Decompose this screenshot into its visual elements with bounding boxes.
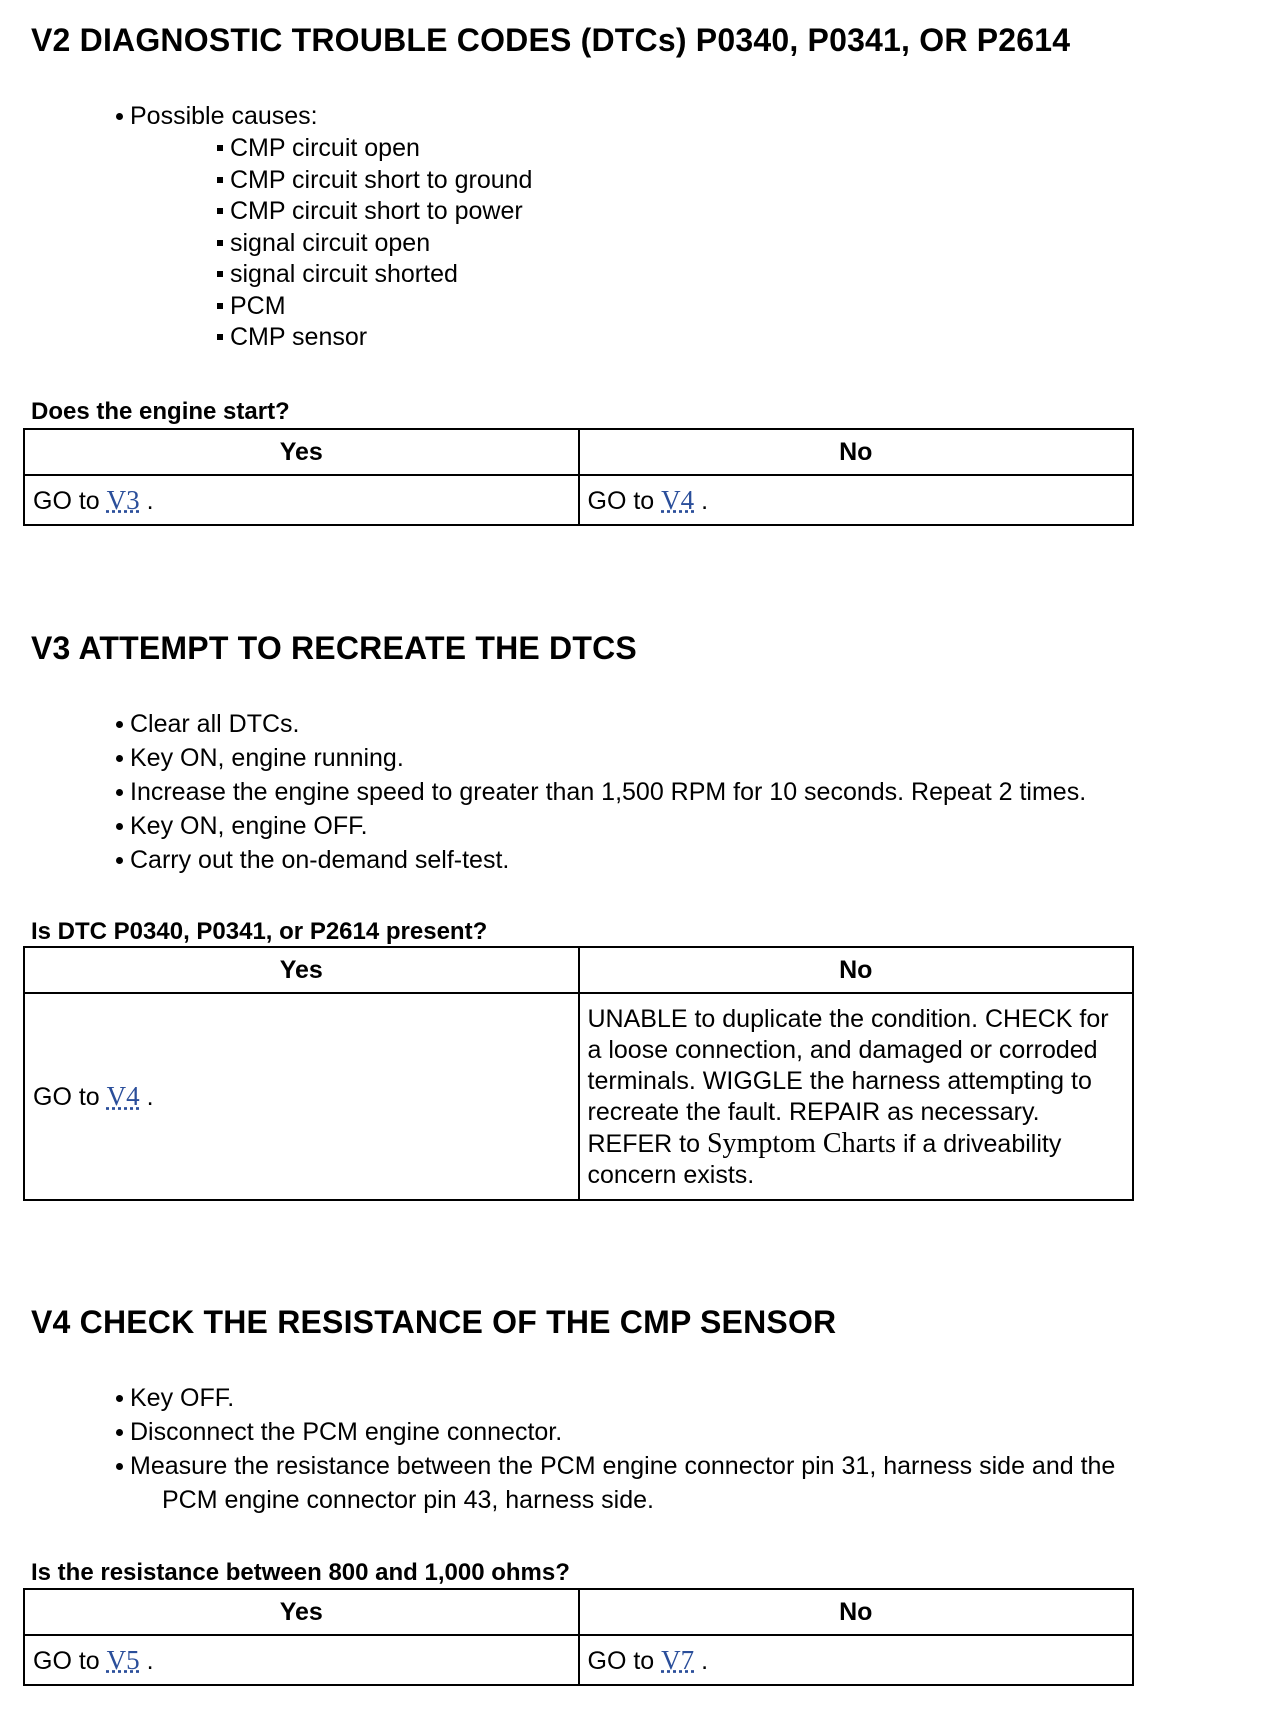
v4-no-cell xyxy=(579,1635,1134,1685)
step-item: Key ON, engine running. xyxy=(130,741,1086,775)
v4-section xyxy=(31,1302,1231,1342)
v3-steps xyxy=(130,707,1086,877)
no-header: No xyxy=(579,1589,1134,1635)
v3-section xyxy=(31,628,1231,668)
cause-item: CMP sensor xyxy=(230,322,532,354)
causes-label-text: Possible causes: xyxy=(130,102,318,130)
yes-header: Yes xyxy=(24,947,579,993)
v4-answer-table xyxy=(23,1588,1134,1686)
no-header: No xyxy=(579,429,1134,475)
link-v4[interactable]: V4 xyxy=(106,1081,140,1111)
v3-no-cell xyxy=(579,993,1134,1200)
v2-yes-cell xyxy=(24,475,579,525)
v4-question: Is the resistance between 800 and 1,000 ohms? xyxy=(31,1559,570,1586)
no-instructions-end: if a driveability concern exists. xyxy=(587,1130,1062,1189)
v2-causes-label xyxy=(130,99,532,354)
cause-item: signal circuit open xyxy=(230,228,532,260)
cause-item: signal circuit shorted xyxy=(230,259,532,291)
v3-question: Is DTC P0340, P0341, or P2614 present? xyxy=(31,918,488,945)
v3-heading: V3 ATTEMPT TO RECREATE THE DTCS xyxy=(31,630,637,666)
period: . xyxy=(701,486,709,515)
link-v4[interactable]: V4 xyxy=(661,484,695,515)
v2-heading: V2 DIAGNOSTIC TROUBLE CODES (DTCs) P0340, P0341, OR P2614 xyxy=(31,22,1071,58)
v2-no-cell xyxy=(579,475,1134,525)
step-item: Clear all DTCs. xyxy=(130,707,1086,741)
step-item: Key OFF. xyxy=(130,1381,1115,1415)
v2-causes-list xyxy=(130,133,532,354)
go-to-text: GO to xyxy=(33,1083,100,1111)
link-symptom-charts[interactable]: Symptom Charts xyxy=(706,1128,896,1159)
yes-header: Yes xyxy=(24,1589,579,1635)
v2-possible-causes xyxy=(130,99,532,354)
yes-header: Yes xyxy=(24,429,579,475)
v3-answer-table xyxy=(23,946,1134,1201)
go-to-text: GO to xyxy=(587,486,655,515)
v4-steps xyxy=(130,1381,1115,1517)
v3-yes-cell xyxy=(24,993,579,1200)
v2-answer-table xyxy=(23,428,1134,526)
period: . xyxy=(146,486,154,515)
link-v7[interactable]: V7 xyxy=(661,1644,695,1675)
step3-line2: PCM engine connector pin 43, harness side. xyxy=(162,1486,654,1514)
go-to-text: GO to xyxy=(33,1646,100,1675)
period: . xyxy=(146,1646,154,1675)
step-item xyxy=(130,1449,1115,1517)
cause-item: CMP circuit short to power xyxy=(230,196,532,228)
step-item: Carry out the on-demand self-test. xyxy=(130,843,1086,877)
v2-section xyxy=(31,20,1231,60)
v4-yes-cell xyxy=(24,1635,579,1685)
step-item: Disconnect the PCM engine connector. xyxy=(130,1415,1115,1449)
go-to-text: GO to xyxy=(33,486,100,515)
v2-question: Does the engine start? xyxy=(31,398,290,425)
go-to-text: GO to xyxy=(587,1646,655,1675)
step3-line1: Measure the resistance between the PCM engine connector pin 31, harness side and the xyxy=(130,1452,1116,1480)
cause-item: PCM xyxy=(230,291,532,323)
no-header: No xyxy=(579,947,1134,993)
link-v3[interactable]: V3 xyxy=(106,484,140,515)
cause-item: CMP circuit open xyxy=(230,133,532,165)
no-instructions: UNABLE to duplicate the condition. CHECK for a loose connection, and damaged or corroded terminals. WIGGLE the harness attempting to recreate the fault. REPAIR as necessary. REFER to xyxy=(587,1005,1109,1158)
period: . xyxy=(701,1646,709,1675)
link-v5[interactable]: V5 xyxy=(106,1644,140,1675)
step-item: Increase the engine speed to greater than 1,500 RPM for 10 seconds. Repeat 2 times. xyxy=(130,775,1086,809)
cause-item: CMP circuit short to ground xyxy=(230,165,532,197)
v4-heading: V4 CHECK THE RESISTANCE OF THE CMP SENSOR xyxy=(31,1304,837,1340)
step-item: Key ON, engine OFF. xyxy=(130,809,1086,843)
period: . xyxy=(146,1083,154,1111)
